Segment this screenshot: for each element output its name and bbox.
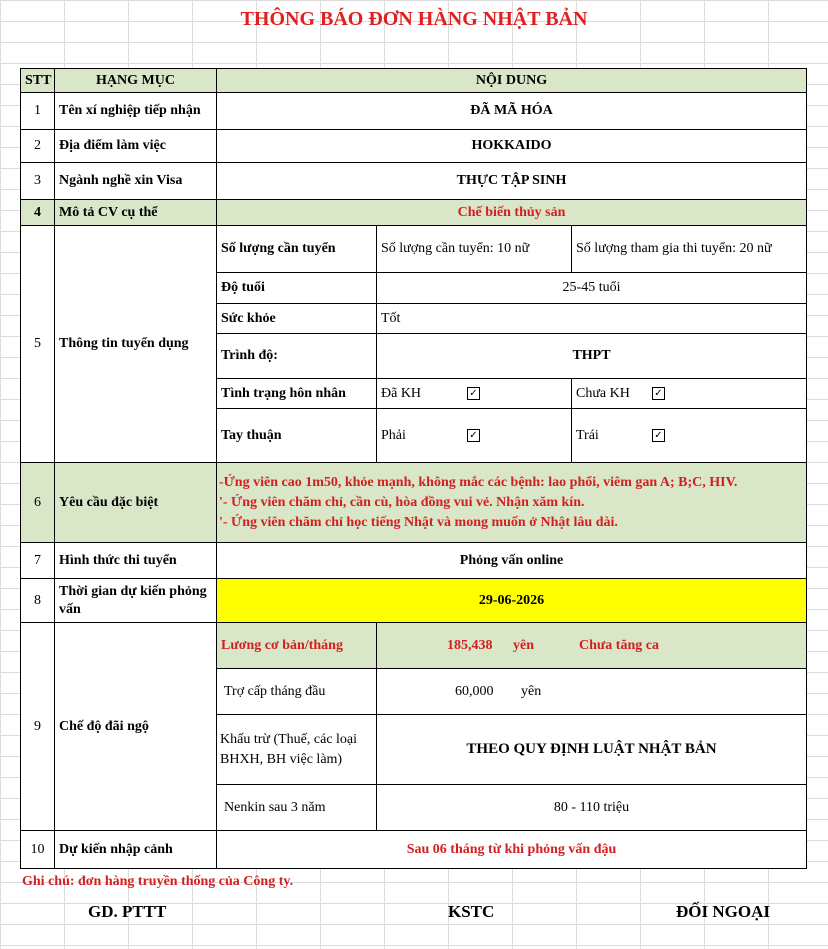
entry-value: Sau 06 tháng từ khi phỏng vấn đậu [217, 831, 807, 869]
row-number: 4 [21, 200, 55, 226]
left-hand-checkbox[interactable]: ✓ [652, 429, 665, 442]
deduction-value: THEO QUY ĐỊNH LUẬT NHẬT BẢN [377, 715, 807, 785]
table-row [21, 163, 807, 200]
signature-doi-ngoai: ĐỐI NGOẠI [676, 902, 770, 921]
salary-label: Lương cơ bản/tháng [217, 623, 377, 669]
location-value: HOKKAIDO [217, 130, 807, 163]
salary-cell [377, 623, 807, 669]
row-number: 10 [21, 831, 55, 869]
row-label: Địa điểm làm việc [55, 130, 217, 163]
allowance-unit: yên [521, 683, 542, 699]
row-number: 2 [21, 130, 55, 163]
table-row [21, 623, 807, 669]
page-title: THÔNG BÁO ĐƠN HÀNG NHẬT BẢN [240, 8, 588, 30]
table-row [21, 579, 807, 623]
deduction-label: Khấu trừ (Thuế, các loại BHXH, BH việc làm) [217, 715, 377, 785]
allowance-value: 60,000 [455, 683, 494, 699]
left-hand-label: Trái [576, 427, 599, 443]
table-row [21, 226, 807, 273]
header-content: NỘI DUNG [217, 69, 807, 93]
table-row [21, 831, 807, 869]
signature-kstc: KSTC [448, 902, 495, 921]
requirement-line: -Ứng viên cao 1m50, khỏe mạnh, không mắc các bệnh: lao phổi, viêm gan A; B;C, HIV. [219, 474, 738, 490]
row-label: Ngành nghề xin Visa [55, 163, 217, 200]
row-label: Chế độ đãi ngộ [55, 623, 217, 831]
row-number: 8 [21, 579, 55, 623]
right-hand-option [377, 409, 572, 463]
dominant-hand-label: Tay thuận [217, 409, 377, 463]
row-label: Tên xí nghiệp tiếp nhận [55, 93, 217, 130]
row-number: 9 [21, 623, 55, 831]
right-hand-checkbox[interactable]: ✓ [467, 429, 480, 442]
row-label: Thông tin tuyển dụng [55, 226, 217, 463]
table-row [21, 93, 807, 130]
quantity-value: Số lượng cần tuyển: 10 nữ [377, 226, 572, 273]
order-table [20, 68, 807, 869]
table-header-row [21, 69, 807, 93]
row-number: 5 [21, 226, 55, 463]
table-row [21, 130, 807, 163]
footnote: Ghi chú: đơn hàng truyền thống của Công ty. [22, 874, 294, 889]
row-label: Yêu cầu đặc biệt [55, 463, 217, 543]
health-value: Tốt [377, 304, 807, 334]
married-option [377, 379, 572, 409]
header-stt: STT [21, 69, 55, 93]
row-number: 1 [21, 93, 55, 130]
row-number: 3 [21, 163, 55, 200]
nenkin-value: 80 - 110 triệu [377, 785, 807, 831]
header-category: HẠNG MỤC [55, 69, 217, 93]
row-number: 6 [21, 463, 55, 543]
row-label: Hình thức thi tuyển [55, 543, 217, 579]
salary-note: Chưa tăng ca [579, 637, 659, 653]
single-label: Chưa KH [576, 385, 630, 401]
allowance-label: Trợ cấp tháng đầu [217, 669, 377, 715]
job-description-value: Chế biến thủy sản [217, 200, 807, 226]
row-number: 7 [21, 543, 55, 579]
row-label: Dự kiến nhập cảnh [55, 831, 217, 869]
age-label: Độ tuổi [217, 273, 377, 304]
married-label: Đã KH [381, 385, 422, 401]
interview-date-value: 29-06-2026 [217, 579, 807, 623]
requirement-line: '- Ứng viên chăm chỉ học tiếng Nhật và mong muốn ở Nhật lâu dài. [219, 514, 618, 530]
signature-gd-pttt: GD. PTTT [88, 902, 167, 921]
age-value: 25-45 tuổi [377, 273, 807, 304]
allowance-cell [377, 669, 807, 715]
table-row [21, 543, 807, 579]
single-checkbox[interactable]: ✓ [652, 387, 665, 400]
health-label: Sức khỏe [217, 304, 377, 334]
table-row [21, 200, 807, 226]
visa-value: THỰC TẬP SINH [217, 163, 807, 200]
salary-value: 185,438 [447, 637, 493, 653]
nenkin-label: Nenkin sau 3 năm [217, 785, 377, 831]
right-hand-label: Phải [381, 427, 406, 443]
quantity-label: Số lượng cần tuyển [217, 226, 377, 273]
education-value: THPT [377, 334, 807, 379]
marital-status-label: Tình trạng hôn nhân [217, 379, 377, 409]
married-checkbox[interactable]: ✓ [467, 387, 480, 400]
salary-unit: yên [513, 637, 534, 653]
row-label: Mô tả CV cụ thể [55, 200, 217, 226]
exam-format-value: Phỏng vấn online [217, 543, 807, 579]
single-option [572, 379, 807, 409]
row-label: Thời gian dự kiến phỏng vấn [55, 579, 217, 623]
requirement-line: '- Ứng viên chăm chỉ, cần cù, hòa đồng vui vẻ. Nhận xăm kín. [219, 494, 585, 510]
company-value: ĐÃ MÃ HÓA [217, 93, 807, 130]
education-label: Trình độ: [217, 334, 377, 379]
left-hand-option [572, 409, 807, 463]
special-requirements [217, 463, 807, 543]
table-row [21, 463, 807, 543]
participants-value: Số lượng tham gia thi tuyển: 20 nữ [572, 226, 807, 273]
